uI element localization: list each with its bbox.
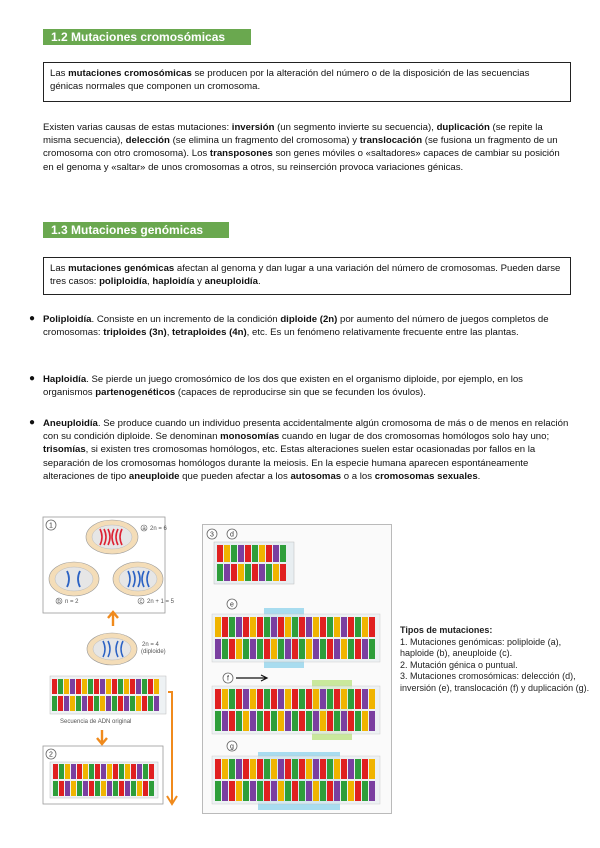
text-span: (un segmento invierte su secuencia), <box>274 122 437 133</box>
term: partenogenéticos <box>95 387 176 399</box>
term: haploidía <box>152 276 195 287</box>
section-heading-1-2: 1.2 Mutaciones cromosómicas <box>43 29 251 45</box>
nucleus <box>93 638 131 660</box>
letter-a: a <box>142 526 146 532</box>
text-span: y <box>194 276 205 287</box>
figure-genomic-gene-mutations <box>40 514 190 810</box>
text-span: (se fusiona un fragmento de un cromosoma con otro cromosoma). Los <box>43 135 558 160</box>
paragraph-chromosomal-causes <box>43 121 571 174</box>
term: tetraploides (4n) <box>172 327 247 339</box>
text-span: (capaces de reproducirse sin que se fecunden los óvulos). <box>175 387 426 399</box>
label-2n1: 2n + 1 = 5 <box>147 599 175 605</box>
term: poliploidía <box>99 276 148 287</box>
text-span: . Consiste en un incremento de la condición <box>91 314 281 325</box>
term: translocación <box>359 135 423 147</box>
term: cromosomas sexuales <box>374 470 478 482</box>
text-span: . <box>477 470 481 482</box>
text-span: , <box>147 276 153 287</box>
term: diploide (2n) <box>280 314 338 325</box>
bullet-dot: ● <box>29 417 36 428</box>
caption-line-1: 1. Mutaciones genómicas: poliploide (a), haploide (b), aneuploide (c). <box>400 636 562 658</box>
bullet-dot: ● <box>29 373 36 384</box>
text-span: Existen varias causas de estas mutaciones: <box>43 122 232 133</box>
text-span: , <box>166 327 173 339</box>
text-span: , si existen tres cromosomas homólogos, etc. Estas alteraciones suelen estar ocasionadas por fallos en la separación de los cromosomas homólogos durante la meiosis. En la especie humana aparecen espontáneamente alteraciones de tipo <box>43 444 536 482</box>
text-span: o a los <box>341 470 375 482</box>
figure-caption <box>400 625 592 694</box>
letter-d: d <box>230 531 234 539</box>
term: inversión <box>231 122 275 133</box>
caption-line-2: 2. Mutación génica o puntual. <box>400 659 518 670</box>
definition-box-genomic <box>43 257 571 295</box>
nucleus <box>119 567 157 591</box>
text-span: que pueden afectar a los <box>179 470 291 482</box>
label-n2: n = 2 <box>65 599 79 605</box>
bullet-haploidia <box>43 373 573 399</box>
term: monosomías <box>220 431 280 443</box>
term: duplicación <box>436 122 490 133</box>
arrow-up-icon <box>108 612 118 626</box>
term: mutaciones genómicas <box>68 263 175 274</box>
text-span: (se repite la misma secuencia), <box>43 122 543 147</box>
bullet-dot: ● <box>29 313 36 324</box>
term: delección <box>125 135 170 147</box>
text-span: Las <box>50 68 69 79</box>
term: trisomías <box>43 444 86 456</box>
text-span: (se elimina un fragmento del cromosoma) y <box>169 135 360 147</box>
caption-title: Tipos de mutaciones: <box>400 625 493 635</box>
label-diploide: (diploide) <box>141 649 166 655</box>
label-2n4: 2n = 4 <box>142 642 159 648</box>
arrow-long-icon <box>167 692 177 804</box>
text-span: . Se pierde un juego cromosómico de los dos que existen en el organismo diploide, por ejemplo, en los organismos <box>43 374 523 399</box>
text-span: . Se produce cuando un individuo presenta accidentalmente algún cromosoma de más o de menos en relación con su condición diploide. Se denominan <box>43 418 569 443</box>
text-span: se producen por la alteración del número o de la disposición de las secuencias génicas normales que componen un cromosoma. <box>50 68 530 92</box>
section-heading-1-3: 1.3 Mutaciones genómicas <box>43 222 229 238</box>
text-span: cuando en lugar de dos cromosomas homólogos solo hay uno; <box>279 431 550 443</box>
term: Haploidía <box>43 374 87 385</box>
text-span: son genes móviles o «saltadores» capaces de cambiar su posición en el genoma y «saltar» de unos cromosomas a otros, su reinserción provoca variaciones génicas. <box>43 148 560 173</box>
caption-line-3: 3. Mutaciones cromosómicas: delección (d), inversión (e), translocación (f) y duplicación (g). <box>400 671 590 693</box>
term: aneuploidía <box>204 276 258 287</box>
label-sequence: Secuencia de ADN original <box>60 719 132 725</box>
bullet-poliploidia <box>43 313 573 339</box>
letter-b: b <box>57 599 61 605</box>
term: mutaciones cromosómicas <box>68 68 192 79</box>
text-span: por aumento del número de juegos completos de cromosomas: <box>43 314 549 339</box>
text-span: . <box>257 276 261 287</box>
bullet-aneuploidia <box>43 417 573 483</box>
text-span: afectan al genoma y dan lugar a una variación del número de cromosomas. Pueden darse tres casos: <box>50 263 561 287</box>
text-span: Las <box>50 263 69 274</box>
panel-number-1: 1 <box>49 522 53 530</box>
term: triploides (3n) <box>103 327 167 339</box>
nucleus <box>55 567 93 591</box>
definition-box-chromosomal <box>43 62 571 102</box>
text-span: , etc. Es un fenómeno relativamente frecuente entre las plantas. <box>246 327 519 339</box>
term: transposones <box>209 148 273 160</box>
label-2n6: 2n = 6 <box>150 526 167 532</box>
letter-e: e <box>230 601 234 609</box>
arrow-down-icon <box>97 730 107 744</box>
letter-f: f <box>227 675 229 683</box>
term: autosomas <box>290 470 342 482</box>
figure-chromosomal-mutations <box>202 524 392 814</box>
term: Poliploidía <box>43 314 92 325</box>
term: Aneuploidía <box>43 418 98 429</box>
letter-g: g <box>230 743 234 751</box>
panel-number-3: 3 <box>210 531 214 539</box>
letter-c: c <box>139 599 143 605</box>
term: aneuploide <box>128 470 180 482</box>
panel-number-2: 2 <box>49 751 53 759</box>
